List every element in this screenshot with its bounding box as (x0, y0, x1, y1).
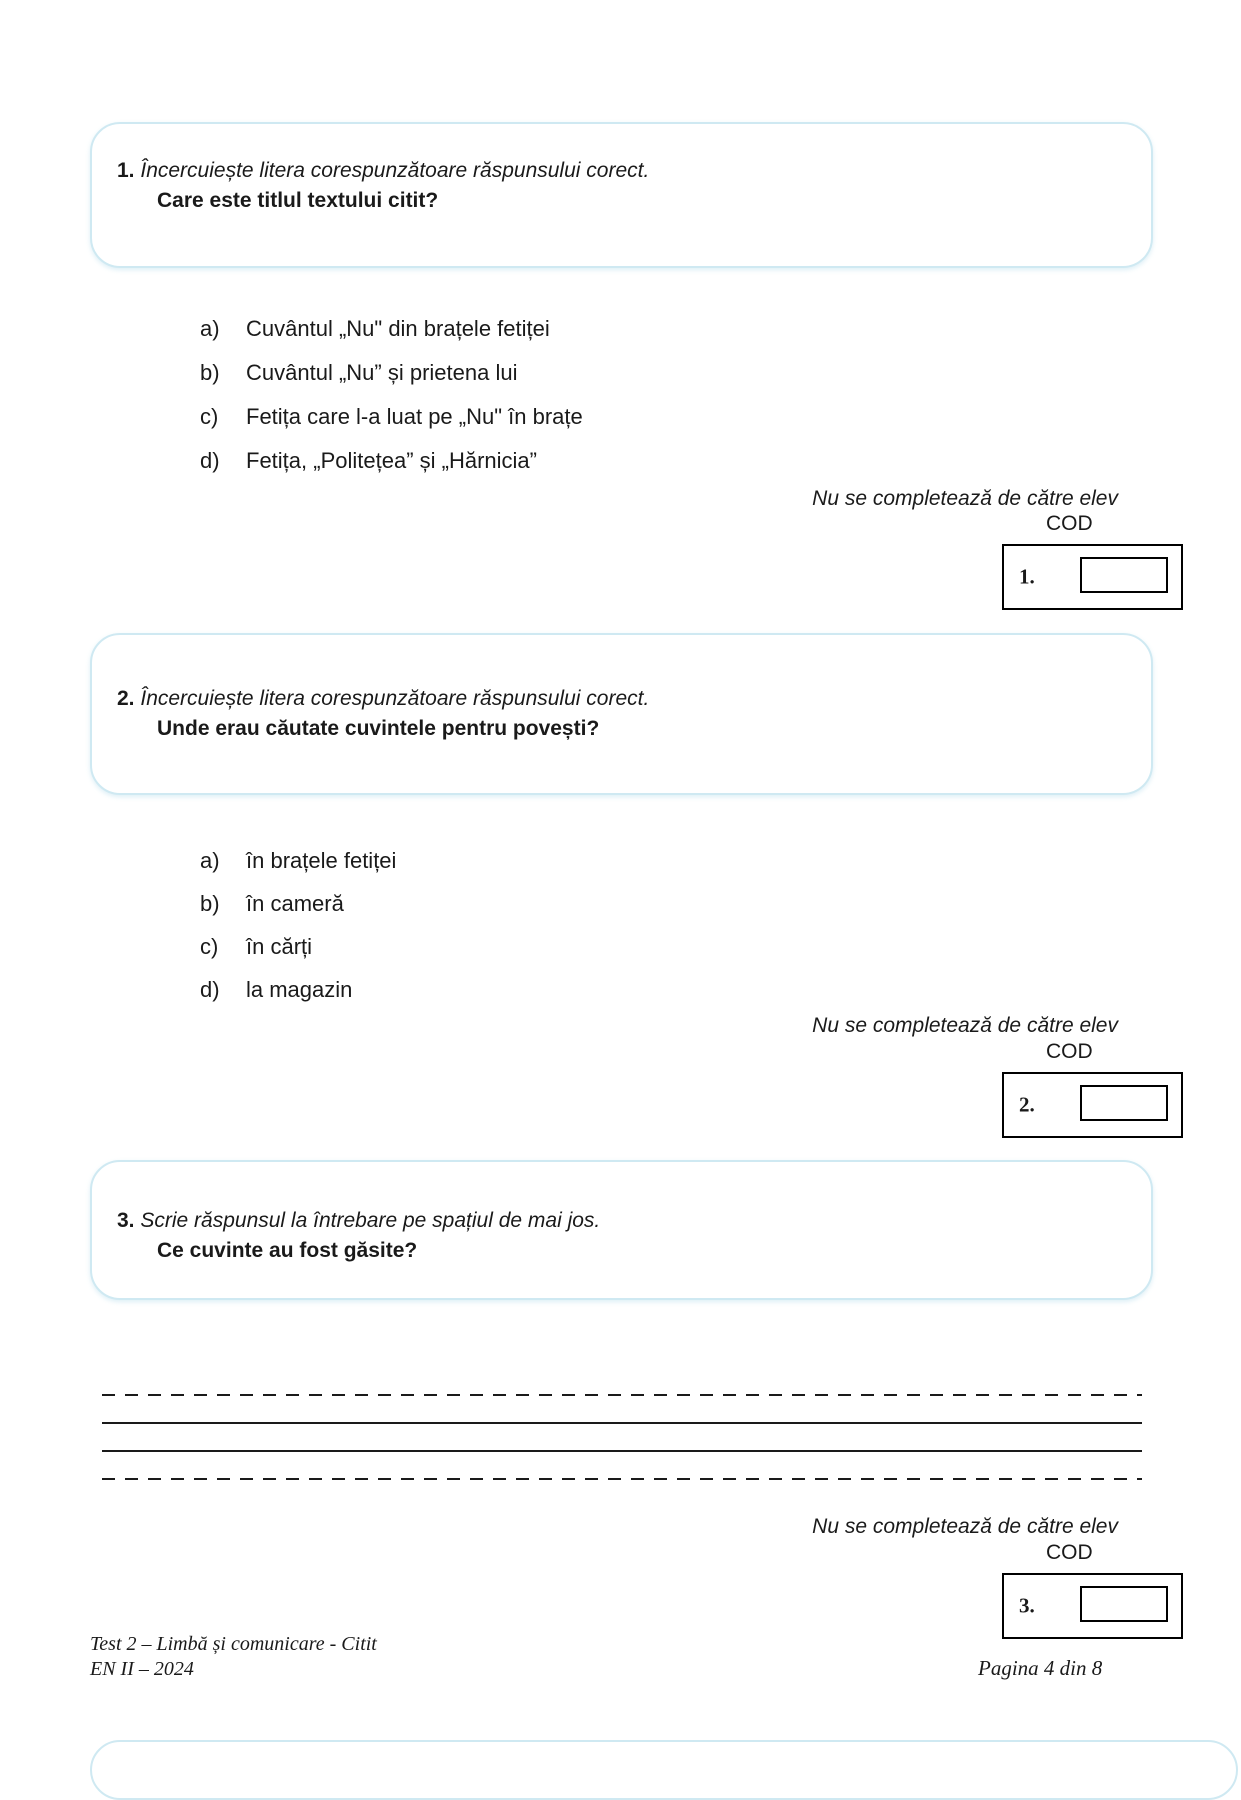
question-3-instruction: Scrie răspunsul la întrebare pe spațiul de mai jos. (140, 1209, 601, 1232)
cod-box-1 (1002, 544, 1183, 610)
option-1d-letter: d) (200, 448, 220, 473)
cod-label-1: COD (1046, 512, 1093, 535)
cod-label-3: COD (1046, 1541, 1093, 1564)
cod-label-2: COD (1046, 1040, 1093, 1063)
question-3-text (117, 1206, 600, 1266)
option-1c-letter: c) (200, 404, 219, 429)
question-2-options (200, 839, 396, 1011)
answer-line-dashed-bottom (102, 1478, 1142, 1480)
option-2b-text: în cameră (246, 890, 344, 916)
cod-box-3-field[interactable] (1080, 1586, 1168, 1622)
question-3-instruction-line (117, 1206, 600, 1236)
option-1b-letter: b) (200, 360, 220, 385)
next-section-box-edge (90, 1740, 1238, 1800)
option-2a-letter: a) (200, 847, 220, 873)
question-2-prompt: Unde erau căutate cuvintele pentru povești? (157, 717, 600, 740)
not-filled-by-pupil-note-3: Nu se completează de către elev (812, 1515, 1118, 1538)
option-1a-text: Cuvântul „Nu" din brațele fetiței (246, 316, 550, 341)
cod-box-1-number: 1. (1019, 564, 1035, 589)
question-2-number: 2. (117, 687, 135, 710)
question-2-instruction: Încercuiește litera corespunzătoare răspunsului corect. (140, 687, 650, 710)
footer-page-number: Pagina 4 din 8 (978, 1656, 1103, 1680)
answer-line-solid-lower (102, 1450, 1142, 1452)
cod-box-2-field[interactable] (1080, 1085, 1168, 1121)
cod-box-3 (1002, 1573, 1183, 1639)
option-1b[interactable] (200, 351, 583, 395)
answer-writing-area[interactable] (100, 1385, 1144, 1490)
question-1-number: 1. (117, 159, 135, 182)
question-2-instruction-line (117, 684, 649, 714)
option-1a-letter: a) (200, 316, 220, 341)
not-filled-by-pupil-note-1: Nu se completează de către elev (812, 487, 1118, 510)
cod-box-1-field[interactable] (1080, 557, 1168, 593)
cod-box-3-number: 3. (1019, 1593, 1035, 1618)
question-1-instruction: Încercuiește litera corespunzătoare răspunsului corect. (140, 159, 650, 182)
footer-test-title: Test 2 – Limbă și comunicare - Citit (90, 1633, 377, 1655)
option-1d-text: Fetița, „Politețea” și „Hărnicia” (246, 448, 537, 473)
question-1-options (200, 307, 583, 483)
option-2d-text: la magazin (246, 976, 353, 1002)
answer-line-solid-upper (102, 1422, 1142, 1424)
footer-test-info (90, 1632, 377, 1682)
question-1-prompt: Care este titlul textului citit? (157, 189, 439, 212)
option-2c[interactable] (200, 925, 396, 968)
answer-line-dashed-top (102, 1394, 1142, 1396)
option-2d[interactable] (200, 968, 396, 1011)
option-2d-letter: d) (200, 976, 220, 1002)
question-1-text (117, 156, 649, 216)
question-3-number: 3. (117, 1209, 135, 1232)
option-1b-text: Cuvântul „Nu” și prietena lui (246, 360, 518, 385)
option-1d[interactable] (200, 439, 583, 483)
option-2c-letter: c) (200, 933, 219, 959)
cod-box-2-number: 2. (1019, 1092, 1035, 1117)
not-filled-by-pupil-note-2: Nu se completează de către elev (812, 1014, 1118, 1037)
option-2c-text: în cărți (246, 933, 313, 959)
option-2a-text: în brațele fetiței (246, 847, 397, 873)
option-2b[interactable] (200, 882, 396, 925)
option-1a[interactable] (200, 307, 583, 351)
question-3-prompt: Ce cuvinte au fost găsite? (157, 1239, 418, 1262)
option-2a[interactable] (200, 839, 396, 882)
option-2b-letter: b) (200, 890, 220, 916)
cod-box-2 (1002, 1072, 1183, 1138)
option-1c-text: Fetița care l-a luat pe „Nu" în brațe (246, 404, 583, 429)
option-1c[interactable] (200, 395, 583, 439)
question-1-instruction-line (117, 156, 649, 186)
question-2-text (117, 684, 649, 744)
footer-test-edition: EN II – 2024 (90, 1658, 194, 1680)
